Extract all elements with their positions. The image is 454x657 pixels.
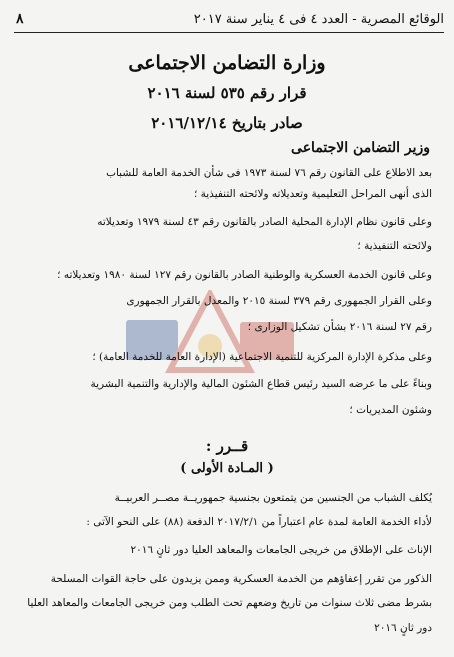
minister-title: وزير التضامن الاجتماعى bbox=[291, 140, 430, 156]
preamble-line: وعلى مذكرة الإدارة المركزية للتنمية الاجتماعية (الإدارة العامة للخدمة العامة) ؛ bbox=[92, 351, 432, 363]
page-header bbox=[14, 6, 444, 33]
decision-heading: قــرر : bbox=[205, 437, 249, 455]
preamble-line: وعلى قانون نظام الإدارة المحلية الصادر بالقانون رقم ٤٣ لسنة ١٩٧٩ وتعديلاته bbox=[97, 216, 432, 228]
issue-date: صادر بتاريخ ٢٠١٦/١٢/١٤ bbox=[151, 114, 303, 132]
header-title: الوقائع المصرية - العدد ٤ فى ٤ يناير سنة ٢٠١٧ bbox=[193, 11, 444, 27]
preamble-line: رقم ٢٧ لسنة ٢٠١٦ بشأن تشكيل الوزارى ؛ bbox=[247, 321, 432, 333]
article-line: الإناث على الإطلاق من خريجى الجامعات والمعاهد العليا دور ثانٍ ٢٠١٦ bbox=[130, 544, 432, 556]
preamble-line: وشئون المديريات ؛ bbox=[349, 404, 432, 416]
preamble-line: الذى أنهى المراحل التعليمية وتعديلاته ولائحته التنفيذية ؛ bbox=[193, 188, 432, 200]
article-line: لأداء الخدمة العامة لمدة عام اعتباراً من ٢٠١٧/٢/١ الدفعة (٨٨) على النحو الآتى : bbox=[86, 516, 432, 528]
preamble-line: وعلى قانون الخدمة العسكرية والوطنية الصادر بالقانون رقم ١٢٧ لسنة ١٩٨٠ وتعديلاته ؛ bbox=[57, 269, 432, 281]
page-number: ٨ bbox=[16, 11, 24, 27]
preamble-line: وعلى القرار الجمهورى رقم ٣٧٩ لسنة ٢٠١٥ والمعدل بالقرار الجمهورى bbox=[126, 295, 432, 307]
article-heading: ( المـادة الأولى ) bbox=[180, 461, 274, 476]
preamble-line: بعد الاطلاع على القانون رقم ٧٦ لسنة ١٩٧٣ فى شأن الخدمة العامة للشباب bbox=[106, 167, 432, 179]
article-line: بشرط مضى ثلاث سنوات من تاريخ وضعهم تحت الطلب ومن خريجى الجامعات والمعاهد العليا bbox=[27, 597, 432, 609]
article-line: دور ثانٍ ٢٠١٦ bbox=[374, 622, 432, 634]
preamble-line: ولائحته التنفيذية ؛ bbox=[357, 240, 432, 252]
decree-number: قرار رقم ٥٣٥ لسنة ٢٠١٦ bbox=[147, 84, 307, 102]
ministry-title: وزارة التضامن الاجتماعى bbox=[128, 52, 326, 74]
article-line: يُكلف الشباب من الجنسين من يتمتعون بجنسية جمهوريــة مصــر العربيــة bbox=[114, 492, 432, 504]
preamble-line: وبناءً على ما عرضه السيد رئيس قطاع الشئون المالية والإدارية والتنمية البشرية bbox=[90, 378, 432, 390]
article-line: الذكور من تقرر إعفاؤهم من الخدمة العسكرية وممن يزيدون على حاجة القوات المسلحة bbox=[50, 573, 432, 585]
